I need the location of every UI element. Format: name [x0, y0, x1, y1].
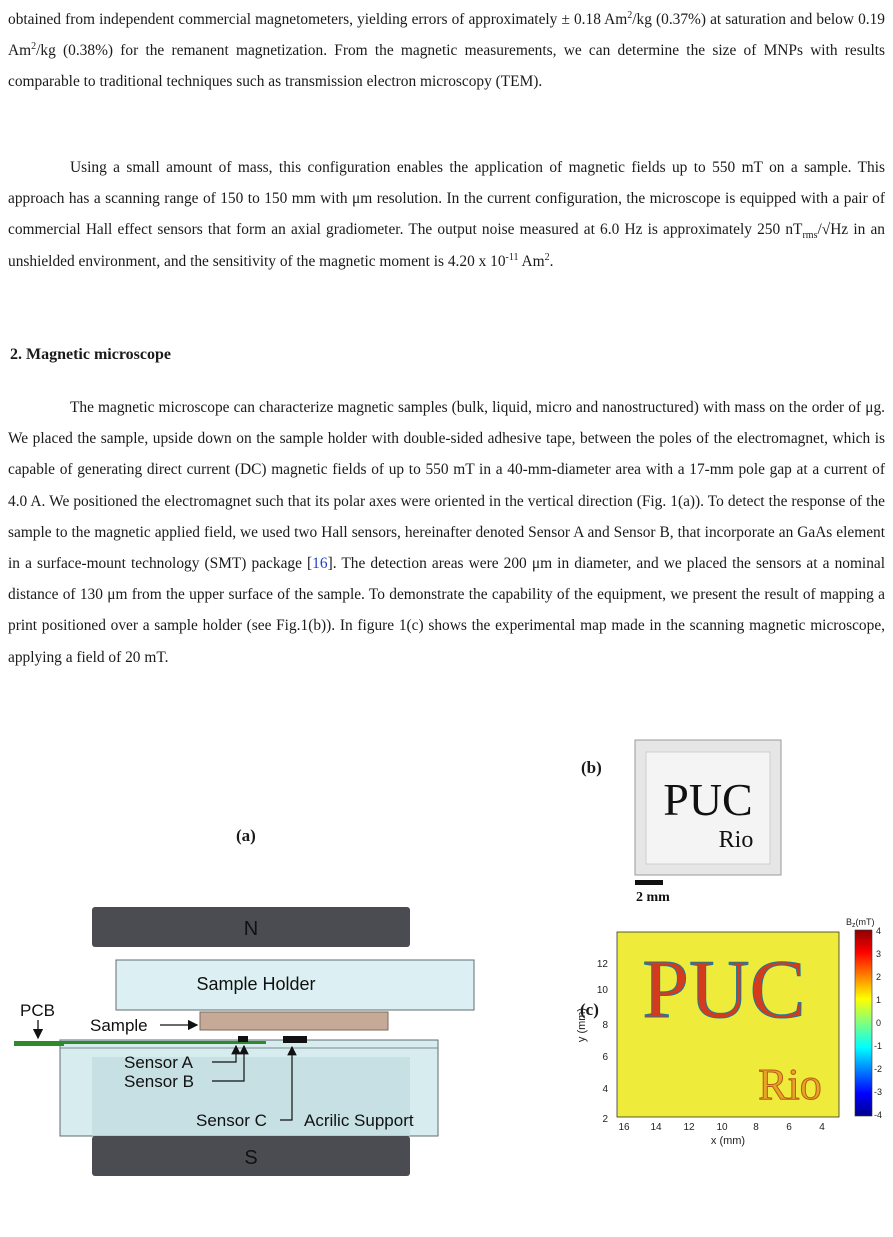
xtick-6: 6 — [786, 1122, 792, 1133]
cbtick-0: 0 — [876, 1018, 882, 1028]
xtick-10: 10 — [716, 1122, 728, 1133]
cbtick-2: 2 — [876, 972, 882, 982]
colorbar-title: $B_z(mT)$ — [846, 917, 875, 929]
paragraph-2: Using a small amount of mass, this configuration enables the application of magnetic fields up to 550 mT on a sample. This approach has a scanning range of 150 to 150 mm with μm resolution. In the current configuration, the microscope is equipped with a pair of commercial Hall effect sensors that form an axial gradiometer. The output noise measured at 6.0 Hz is approximately 250 $nT_{rms}/√Hz$ in an unshielded environment, and the sensitivity of the magnetic moment is 4.20 x $10^{-11}$ Am$^2$. — [8, 159, 885, 270]
figure-label-a: (a) — [236, 826, 256, 845]
photo-text-rio: Rio — [718, 827, 754, 853]
paragraph-3: The magnetic microscope can characterize magnetic samples (bulk, liquid, micro and nanostructured) with mass on the order of μg. We placed the sample, upside down on the sample holder with double-sided adhesive tape, between the poles of the electromagnet, which is capable of generating direct current (DC) magnetic fields of up to 550 mT in a 40-mm-diameter area with a 17-mm pole gap at a current of 4.0 A. We positioned the electromagnet such that its polar axes were oriented in the vertical direction (Fig. 1(a)). To detect the response of the sample to the magnetic applied field, we used two Hall sensors, hereinafter denoted Sensor A and Sensor B, that incorporate an GaAs element in a surface-mount technology (SMT) package [16]. The detection areas were 200 μm in diameter, and we placed the sensors at a nominal distance of 130 μm from the upper surface of the sample. To demonstrate the capability of the equipment, we present the result of mapping a print positioned over a sample holder (see Fig.1(b)). In figure 1(c) shows the experimental map made in the scanning magnetic microscope, applying a field of 20 mT. — [8, 399, 886, 666]
map-ylabel: y (mm) — [576, 1007, 588, 1043]
sensor-a-label: Sensor A — [124, 1053, 193, 1072]
xtick-14: 14 — [650, 1122, 662, 1133]
cbtick-3: 3 — [876, 949, 882, 959]
sample-label: Sample — [90, 1016, 148, 1035]
cbtick-m2: -2 — [874, 1064, 883, 1074]
support-label: Acrilic Support — [304, 1111, 414, 1130]
map-xlabel: x (mm) — [710, 1135, 746, 1147]
figure-label-b: (b) — [581, 758, 602, 777]
ytick-12: 12 — [596, 959, 608, 970]
ytick-10: 10 — [596, 985, 608, 996]
figure-label-c: (c) — [580, 1000, 599, 1019]
ytick-6: 6 — [602, 1052, 608, 1063]
section-heading: 2. Magnetic microscope — [10, 346, 171, 363]
cbtick-1: 1 — [876, 995, 882, 1005]
reference-link[interactable]: 16 — [312, 555, 328, 573]
ytick-2: 2 — [602, 1114, 608, 1125]
sample — [200, 1012, 388, 1030]
cbtick-m4: -4 — [874, 1110, 883, 1120]
sensor-ab-chip — [238, 1036, 248, 1042]
map-word-rio: Rio — [758, 1060, 822, 1109]
sensor-b-label: Sensor B — [124, 1072, 194, 1091]
cbtick-m3: -3 — [874, 1087, 883, 1097]
ytick-8: 8 — [602, 1020, 608, 1031]
pcb — [14, 1041, 64, 1046]
xtick-8: 8 — [753, 1122, 759, 1133]
map-word-puc: PUC — [642, 943, 806, 1036]
sample-holder-label: Sample Holder — [196, 974, 316, 994]
xtick-4: 4 — [819, 1122, 825, 1133]
sensor-c-label: Sensor C — [196, 1111, 267, 1130]
photo-text-puc: PUC — [663, 774, 753, 825]
xtick-16: 16 — [618, 1122, 630, 1133]
paragraph-1: obtained from independent commercial magnetometers, yielding errors of approximately ± 0.18 Am$^2$/kg (0.37%) at saturation and below 0.19 Am$^2$/kg (0.38%) for the remanent magnetization. From the magnetic measurements, we can determine the size of MNPs with results comparable to traditional techniques such as transmission electron microscopy (TEM). — [8, 9, 886, 91]
south-label: S — [244, 1147, 258, 1169]
scale-bar-label: 2 mm — [636, 890, 670, 905]
cbtick-m1: -1 — [874, 1041, 883, 1051]
pcb-label: PCB — [20, 1001, 55, 1020]
colorbar — [855, 930, 872, 1116]
pcb-strip — [60, 1041, 266, 1044]
sensor-c-chip — [283, 1036, 307, 1043]
ytick-4: 4 — [602, 1084, 608, 1095]
north-label: N — [243, 918, 259, 940]
cbtick-4: 4 — [876, 926, 882, 936]
scale-bar — [635, 880, 663, 885]
xtick-12: 12 — [683, 1122, 695, 1133]
